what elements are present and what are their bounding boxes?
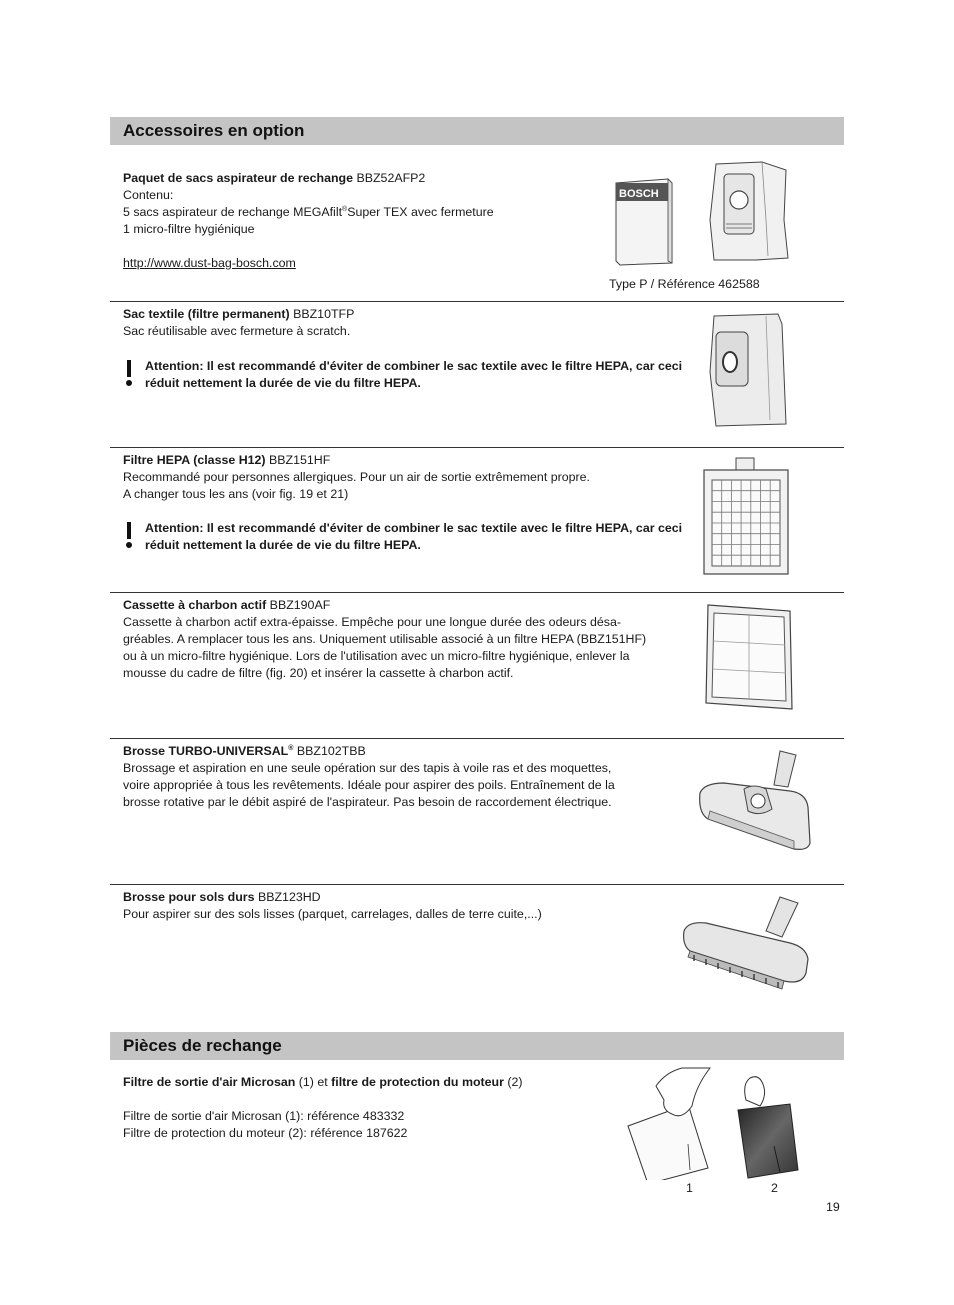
warning-note [123,520,683,554]
item-line: Recommandé pour personnes allergiques. Pour un air de sortie extrêmement propre. [123,470,590,484]
warning-exclamation-icon [123,358,135,388]
textile-bag-image [706,312,792,430]
item-line: Filtre de protection du moteur (2): référence 187622 [123,1126,408,1140]
bag-type-caption: Type P / Référence 462588 [609,277,760,291]
accessory-hard-floor-brush [110,889,844,1029]
section-header-accessories: Accessoires en option [110,117,844,145]
warning-exclamation-icon [123,520,135,550]
registered-mark: ® [342,206,348,213]
item-name: Brosse TURBO-UNIVERSAL [123,744,289,758]
item-ref: BBZ52AFP2 [353,171,426,185]
item-line: Filtre de sortie d'air Microsan (1): référence 483332 [123,1109,405,1123]
divider [110,301,844,302]
registered-mark: ® [288,745,294,752]
item-name: Cassette à charbon actif [123,598,267,612]
item-line: ou à un micro-filtre hygiénique. Lors de l'utilisation avec un micro-filtre hygiénique, enlever la [123,649,630,663]
bag-box-image [612,175,682,267]
item-ref: BBZ151HF [265,453,331,467]
accessory-hepa-filter [110,452,844,592]
item-line: Pour aspirer sur des sols lisses (parquet, carrelages, dalles de terre cuite,...) [123,907,542,921]
item-ref: BBZ10TFP [289,307,355,321]
item-connector: (2) [503,1075,523,1089]
spare-parts-filters [110,1074,844,1204]
divider [110,884,844,885]
item-name: Brosse pour sols durs [123,890,255,904]
item-line: voire appropriée à tous les revêtements. Idéale pour aspirer des poils. Entraînement de la [123,778,615,792]
section-header-spare-parts: Pièces de rechange [110,1032,844,1060]
box-brand-label: BOSCH [619,188,659,200]
item-name: Sac textile (filtre permanent) [123,307,290,321]
spare-filters-image [626,1066,806,1180]
accessory-textile-bag [110,306,844,446]
item-line: 1 micro-filtre hygiénique [123,222,255,236]
callout-label-2: 2 [771,1181,778,1195]
website-link[interactable]: http://www.dust-bag-bosch.com [123,256,296,270]
accessory-dust-bags [110,170,844,300]
item-name: Filtre HEPA (classe H12) [123,453,266,467]
dust-bag-image [706,160,790,266]
item-ref: BBZ190AF [266,598,331,612]
item-line: Brossage et aspiration en une seule opération sur des tapis à voile ras et des moquettes, [123,761,612,775]
hepa-filter-image [700,456,794,578]
item-name: Filtre de sortie d'air Microsan [123,1075,296,1089]
item-line: Sac réutilisable avec fermeture à scratch. [123,324,351,338]
hard-floor-brush-image [680,893,812,995]
item-connector: (1) et [295,1075,332,1089]
item-line: Cassette à charbon actif extra-épaisse. Empêche pour une longue durée des odeurs désa- [123,615,621,629]
item-line: Super TEX avec fermeture [347,205,494,219]
divider [110,738,844,739]
page-number: 19 [826,1200,840,1214]
item-line: gréables. A remplacer tous les ans. Uniquement utilisable associé à un filtre HEPA (BBZ151HF) [123,632,647,646]
turbo-brush-image [694,747,814,857]
warning-text: Attention: Il est recommandé d'éviter de combiner le sac textile avec le filtre HEPA, car ceci réduit nettement la durée de vie du filtre HEPA. [145,521,683,552]
divider [110,447,844,448]
carbon-cassette-image [702,603,796,711]
item-ref: BBZ123HD [254,890,321,904]
item-line: Contenu: [123,188,174,202]
accessory-turbo-brush [110,743,844,883]
item-name: Paquet de sacs aspirateur de rechange [123,171,354,185]
accessory-carbon-cassette [110,597,844,737]
item-ref: BBZ102TBB [293,744,366,758]
item-line: brosse rotative par le débit aspiré de l'aspirateur. Pas besoin de raccordement électrique. [123,795,612,809]
divider [110,592,844,593]
warning-note [123,358,683,392]
callout-label-1: 1 [686,1181,693,1195]
item-line: 5 sacs aspirateur de rechange MEGAfilt [123,205,343,219]
item-line: A changer tous les ans (voir fig. 19 et 21) [123,487,349,501]
warning-text: Attention: Il est recommandé d'éviter de combiner le sac textile avec le filtre HEPA, car ceci réduit nettement la durée de vie du filtre HEPA. [145,359,683,390]
item-line: mousse du cadre de filtre (fig. 20) et insérer la cassette à charbon actif. [123,666,514,680]
item-name: filtre de protection du moteur [331,1075,504,1089]
